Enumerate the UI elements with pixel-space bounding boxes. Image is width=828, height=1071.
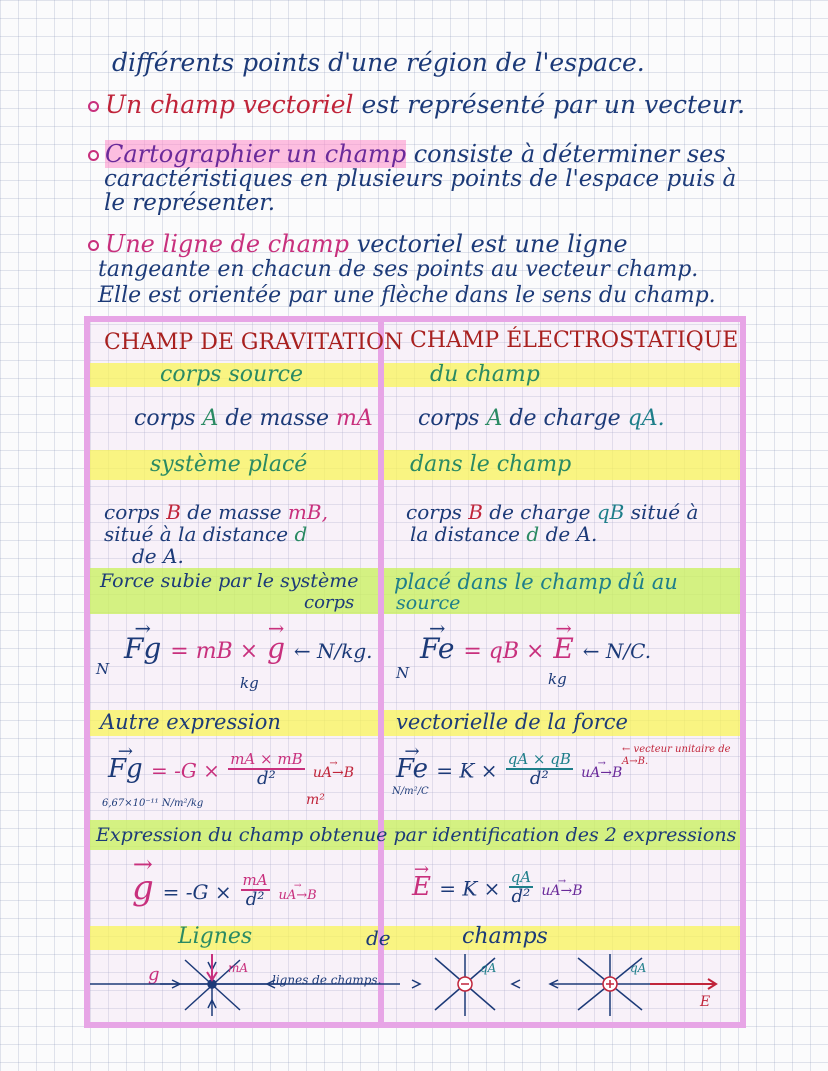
formula-fe2 [396, 752, 622, 789]
source-left-word: corps [134, 406, 196, 431]
formula-e [412, 870, 583, 907]
bullet-2-line-3: le représenter. [104, 190, 276, 216]
fg-n-label: N [96, 660, 110, 678]
g-symbol: → g [132, 868, 154, 908]
source-right-charge-label: de charge [509, 406, 621, 431]
header-gravitation: CHAMP DE GRAVITATION [104, 330, 404, 355]
fe2-equals: = K × [436, 758, 498, 783]
bullet-3-text: vectoriel est une ligne [356, 230, 628, 258]
fe2-numerator: qA × qB [507, 750, 571, 768]
bullet-3 [88, 230, 628, 258]
header-electrostatique: CHAMP ÉLECTROSTATIQUE [410, 328, 739, 353]
formula-g [132, 868, 317, 910]
g-numerator: mA [242, 871, 268, 890]
label-corps-source: corps source [160, 362, 304, 387]
label-systeme-place: système placé [150, 452, 308, 477]
g-fraction [241, 873, 270, 910]
diagram-mA-label: mA [228, 961, 249, 975]
source-left-A: A [202, 406, 219, 431]
label-vectorielle: vectorielle de la force [396, 710, 628, 734]
bullet-1-term: Un champ vectoriel [105, 90, 354, 119]
source-left-mass: mA [336, 406, 373, 431]
e-unit-vector: → uA→B [541, 883, 582, 899]
label-lignes: Lignes [178, 924, 253, 949]
label-force-left-2: corps [304, 592, 355, 613]
fe2-unit: N/m²/C [392, 786, 429, 797]
fg2-m2: m² [306, 792, 325, 808]
bullet-dot-icon [88, 101, 99, 112]
bullet-2 [88, 140, 726, 168]
sys-left-B: B [166, 500, 181, 524]
sys-right-B: B [468, 500, 483, 524]
formula-fg2 [108, 752, 354, 789]
diagram-g-label: g [148, 964, 160, 985]
fe2-note: ← vecteur unitaire de A→B. [622, 744, 731, 767]
sys-right-distance: d [526, 522, 540, 546]
sys-left-mass: mB, [287, 500, 328, 524]
fe-E: → E [553, 632, 573, 665]
e-numerator: qA [510, 868, 532, 886]
field-lines-diagrams [90, 950, 740, 1022]
label-identification: Expression du champ obtenue par identification des 2 expressions [96, 824, 737, 846]
e-symbol: → E [412, 872, 431, 902]
fg-equals: = mB × [170, 639, 259, 664]
e-fraction [509, 870, 533, 907]
fe-unit: ← N/C. [582, 639, 652, 663]
diagram-qA-pos: qA [630, 961, 647, 975]
g-unit-vector: → uA→B [279, 888, 317, 903]
fe2-denominator: d² [529, 767, 549, 789]
sys-left-distance: d [294, 522, 308, 546]
bullet-1 [88, 90, 745, 119]
intro-line-0: différents points d'une région de l'espace. [112, 48, 645, 77]
sys-right-situe: situé à [630, 500, 699, 524]
source-gravitation [134, 406, 373, 431]
bullet-3-line-3: Elle est orientée par une flèche dans le sens du champ. [98, 283, 716, 308]
bullet-2-term: Cartographier un champ [105, 140, 407, 168]
fe2-fraction [506, 752, 573, 789]
system-gravitation-line-3: de A. [132, 544, 184, 568]
fg2-constant: 6,67×10⁻¹¹ N/m²/kg [102, 798, 204, 809]
fe2-symbol: → Fe [396, 754, 428, 784]
sys-right-charge-label: de charge [489, 500, 591, 524]
e-denominator: d² [511, 885, 531, 907]
label-de: de [366, 926, 391, 950]
fg-g: → g [267, 632, 285, 665]
fg-symbol: → Fg [124, 632, 161, 665]
fg2-unit-vector: → uA→B [313, 765, 354, 781]
source-left-mass-label: de masse [225, 406, 330, 431]
fg2-denominator: d² [257, 767, 276, 789]
source-right-charge: qA. [627, 406, 665, 431]
fg-kg-label: kg [240, 674, 259, 692]
label-force-right-2: source [396, 592, 461, 614]
fg2-symbol: → Fg [108, 754, 143, 784]
sys-right-charge: qB [596, 500, 625, 524]
sys-right-de-A: de A. [545, 522, 598, 546]
bullet-2-text: consiste à déterminer ses [413, 140, 726, 168]
gravitation-field-diagram [160, 954, 285, 1016]
diagram-qA-neg: qA [480, 961, 497, 975]
sys-left-mass-label: de masse [187, 500, 282, 524]
bullet-3-line-2: tangeante en chacun de ses points au vecteur champ. [98, 257, 699, 282]
fe-equals: = qB × [463, 639, 545, 664]
bullet-3-term: Une ligne de champ [105, 230, 350, 258]
g-equals: = -G × [162, 880, 232, 904]
g-denominator: d² [245, 888, 265, 910]
e-field-arrow [650, 979, 716, 989]
sys-left-word: corps [104, 500, 160, 524]
bullet-dot-icon [88, 150, 99, 161]
diagram-E-label: E [700, 994, 711, 1010]
sys-right-distance-label: la distance [410, 522, 521, 546]
fg2-equals: = -G × [150, 758, 220, 783]
label-dans-le-champ: dans le champ [410, 452, 572, 477]
fg2-numerator: mA × mB [230, 750, 303, 768]
bullet-dot-icon [88, 240, 99, 251]
fg-unit: ← N/kg. [293, 639, 373, 663]
system-gravitation [104, 500, 328, 524]
label-champs: champs [462, 924, 548, 949]
label-autre-expression: Autre expression [100, 710, 281, 734]
bullet-1-text: est représenté par un vecteur. [361, 90, 746, 119]
sys-right-word: corps [406, 500, 462, 524]
table-divider [378, 316, 384, 1028]
fe-symbol: → Fe [420, 632, 454, 665]
label-du-champ: du champ [430, 362, 540, 387]
label-force-right: placé dans le champ dû au [394, 570, 678, 594]
fe-kg-label: kg [548, 670, 567, 688]
gravitation-g-arrow [207, 954, 217, 980]
fg2-fraction [228, 752, 304, 789]
system-electro-line-2 [410, 522, 597, 546]
formula-fe [420, 632, 651, 665]
sys-left-distance-label: situé à la distance [104, 522, 289, 546]
system-gravitation-line-2 [104, 522, 307, 546]
formula-fg [124, 632, 373, 665]
bullet-2-line-2: caractéristiques en plusieurs points de l'espace puis à [104, 166, 737, 192]
source-right-A: A [486, 406, 503, 431]
system-electro [406, 500, 698, 524]
e-equals: = K × [439, 876, 501, 901]
source-right-word: corps [418, 406, 480, 431]
source-electro [418, 406, 665, 431]
fe-n-label: N [396, 664, 410, 682]
diagram-caption-line: lignes de champs. [272, 973, 382, 987]
fe2-unit-vector: → uA→B [581, 765, 622, 781]
label-force-left: Force subie par le système [100, 570, 359, 592]
